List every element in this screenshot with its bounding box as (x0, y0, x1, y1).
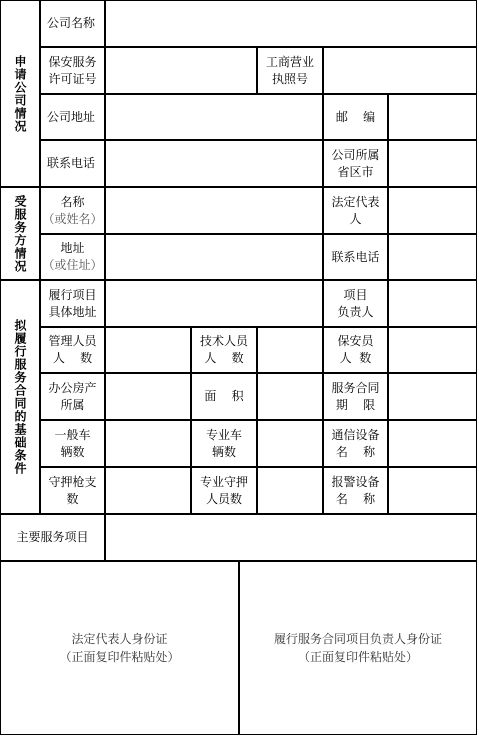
province-label: 公司所属 省区市 (323, 140, 388, 187)
security-license-label: 保安服务 许可证号 (40, 47, 105, 94)
project-lead-id-paste-area: 履行服务合同项目负责人身份证 （正面复印件粘贴处） (239, 561, 477, 735)
main-services-label: 主要服务项目 (0, 514, 105, 561)
alarm-equipment-label: 报警设备 名 称 (323, 467, 388, 514)
technicians-label: 技术人员 人 数 (191, 327, 257, 373)
postcode-field[interactable] (388, 94, 477, 140)
regular-vehicles-label: 一般车 辆数 (40, 420, 105, 467)
client-name-label: 名称 （或姓名） (40, 187, 105, 234)
company-phone-field[interactable] (105, 140, 323, 187)
guards-field[interactable] (388, 327, 477, 373)
special-vehicles-label: 专业车 辆数 (191, 420, 257, 467)
project-address-field[interactable] (105, 280, 323, 327)
project-address-label: 履行项目 具体地址 (40, 280, 105, 327)
escort-staff-label: 专业守押 人员数 (191, 467, 257, 514)
main-services-field[interactable] (105, 514, 477, 561)
client-phone-label: 联系电话 (323, 234, 388, 280)
contract-term-label: 服务合同 期 限 (323, 373, 388, 420)
business-license-label: 工商营业 执照号 (257, 47, 323, 94)
project-lead-field[interactable] (388, 280, 477, 327)
business-license-field[interactable] (323, 47, 477, 94)
legal-rep-id-paste-area: 法定代表人身份证 （正面复印件粘贴处） (0, 561, 239, 735)
regular-vehicles-field[interactable] (105, 420, 191, 467)
office-ownership-field[interactable] (105, 373, 191, 420)
section-applicant-label: 申请公司情况 (0, 0, 40, 187)
comm-equipment-label: 通信设备 名 称 (323, 420, 388, 467)
guard-weapons-label: 守押枪支 数 (40, 467, 105, 514)
escort-staff-field[interactable] (257, 467, 323, 514)
special-vehicles-field[interactable] (257, 420, 323, 467)
province-field[interactable] (388, 140, 477, 187)
managers-label: 管理人员 人 数 (40, 327, 105, 373)
client-address-field[interactable] (105, 234, 323, 280)
company-name-field[interactable] (105, 0, 477, 47)
client-address-label: 地址 （或住址） (40, 234, 105, 280)
section-contract-label: 拟履行服务合同的基础条件 (0, 280, 40, 514)
security-license-field[interactable] (105, 47, 257, 94)
guards-label: 保安员 人 数 (323, 327, 388, 373)
company-phone-label: 联系电话 (40, 140, 105, 187)
client-phone-field[interactable] (388, 234, 477, 280)
technicians-field[interactable] (257, 327, 323, 373)
section-client-label: 受服务方情况 (0, 187, 40, 280)
legal-rep-label: 法定代表 人 (323, 187, 388, 234)
postcode-label: 邮 编 (323, 94, 388, 140)
managers-field[interactable] (105, 327, 191, 373)
company-address-label: 公司地址 (40, 94, 105, 140)
office-ownership-label: 办公房产 所属 (40, 373, 105, 420)
company-name-label: 公司名称 (40, 0, 105, 47)
alarm-equipment-field[interactable] (388, 467, 477, 514)
comm-equipment-field[interactable] (388, 420, 477, 467)
area-label: 面 积 (191, 373, 257, 420)
contract-term-field[interactable] (388, 373, 477, 420)
legal-rep-field[interactable] (388, 187, 477, 234)
area-field[interactable] (257, 373, 323, 420)
client-name-field[interactable] (105, 187, 323, 234)
project-lead-label: 项目 负责人 (323, 280, 388, 327)
guard-weapons-field[interactable] (105, 467, 191, 514)
company-address-field[interactable] (105, 94, 323, 140)
